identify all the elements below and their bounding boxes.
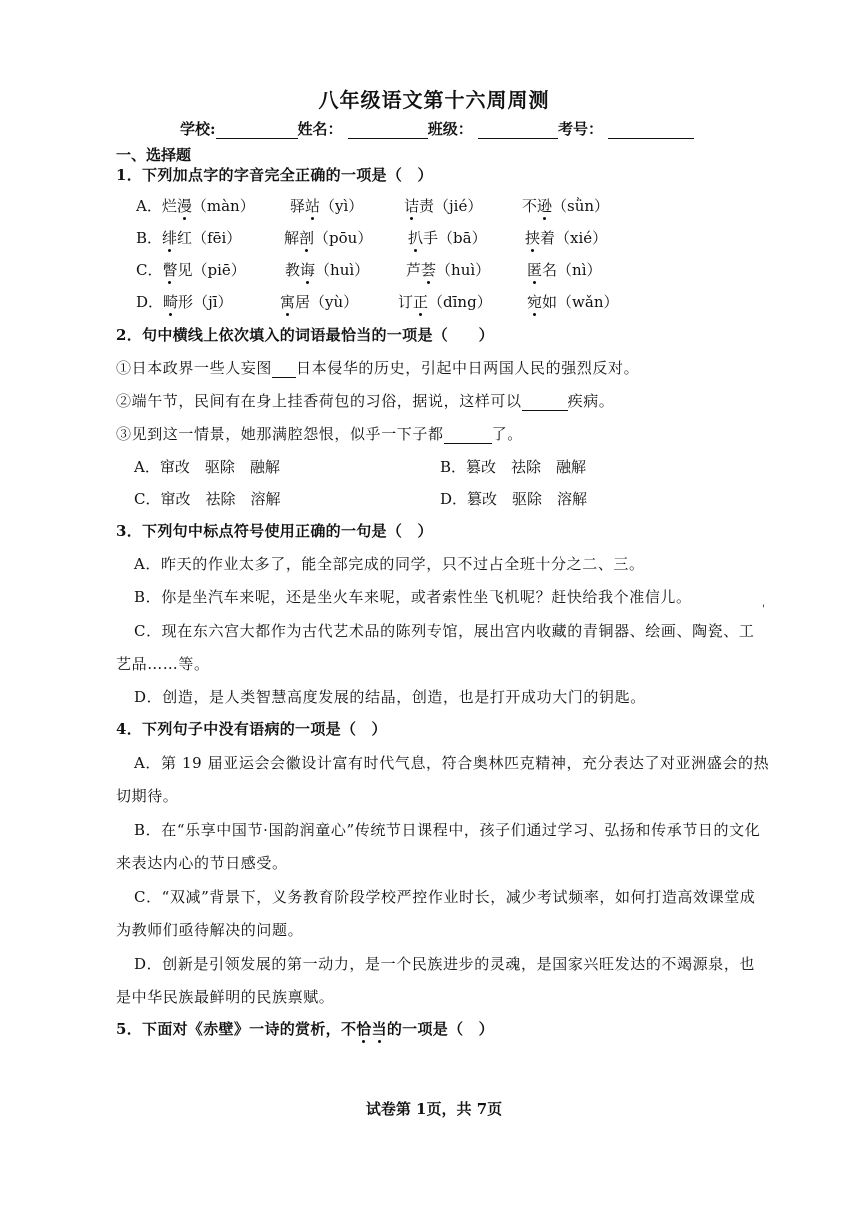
char: 居 — [295, 293, 311, 311]
pinyin: （dīng） — [428, 293, 492, 311]
option-letter: D． — [136, 293, 164, 311]
q4-option-d-line1: D．创新是引领发展的第一动力，是一个民族进步的灵魂，是国家兴旺发达的不竭源泉，也 — [134, 955, 756, 973]
dotted-char: 恰 — [356, 1020, 372, 1038]
q3-option-a: A．昨天的作业太多了，能全部完成的同学，只不过占全班十分之二、三。 — [134, 555, 645, 573]
dotted-char: 正 — [413, 293, 429, 311]
char: 解 — [284, 229, 300, 247]
q4-option-c-line2: 为教师们亟待解决的问题。 — [116, 921, 304, 939]
student-info-line — [180, 118, 694, 139]
q1-c-word4 — [527, 259, 602, 280]
text: 了。 — [491, 425, 523, 443]
q4-option-a-line2: 切期待。 — [116, 787, 179, 805]
pinyin: （màn） — [191, 197, 255, 215]
option-letter: A． — [136, 197, 162, 215]
q2-option-d: D．篡改 驱除 溶解 — [440, 490, 588, 508]
pinyin: （yì） — [320, 197, 364, 215]
q2-sentence-1 — [116, 357, 639, 378]
char: 形 — [178, 293, 194, 311]
number-label: 考号： — [558, 120, 604, 138]
school-blank — [216, 124, 298, 139]
char: 红 — [177, 229, 193, 247]
q1-d-word4 — [527, 291, 618, 312]
q1-option-d — [136, 291, 233, 312]
question-1-stem: 1．下列加点字的字音完全正确的一项是（ ） — [116, 166, 433, 184]
pinyin: （pōu） — [314, 229, 373, 247]
text: 日本侵华的历史，引起中日两国人民的强烈反对。 — [296, 359, 640, 377]
dotted-char: 荟 — [421, 261, 437, 279]
text: ①日本政界一些人妄图 — [116, 359, 273, 377]
text: 的一项是（ ） — [386, 1020, 494, 1038]
dotted-char: 逊 — [537, 197, 553, 215]
q1-a-word4 — [522, 195, 609, 216]
q2-sentence-2 — [116, 390, 614, 411]
dotted-char: 畸 — [163, 293, 179, 311]
q3-option-b: B．你是坐汽车来呢，还是坐火车来呢，或者索性坐飞机呢？赶快给我个准信儿。 — [134, 588, 692, 606]
char: 芦 — [406, 261, 422, 279]
pinyin: （jié） — [434, 197, 483, 215]
pinyin: （xié） — [555, 229, 608, 247]
dotted-char: 瞥 — [162, 261, 178, 279]
page-title: 八年级语文第十六周周测 — [318, 88, 550, 112]
q3-option-c-line2: 艺品……等。 — [116, 655, 210, 673]
name-blank — [348, 124, 428, 139]
q1-option-b — [136, 227, 241, 248]
char: 教 — [285, 261, 301, 279]
char: 责 — [419, 197, 435, 215]
pinyin: （bā） — [438, 229, 487, 247]
dotted-char: 绯 — [162, 229, 178, 247]
char: 名 — [542, 261, 558, 279]
pinyin: （fēi） — [192, 229, 242, 247]
char: 烂 — [161, 197, 177, 215]
name-label: 姓名： — [297, 120, 343, 138]
char: 驿 — [290, 197, 306, 215]
question-2-stem: 2．句中横线上依次填入的词语最恰当的一项是（ ） — [116, 326, 494, 344]
q1-d-word2 — [280, 291, 358, 312]
q1-a-word2 — [290, 195, 363, 216]
school-label: 学校: — [180, 120, 216, 138]
class-blank — [478, 124, 558, 139]
dotted-char: 匿 — [527, 261, 543, 279]
q3-option-c-line1: C．现在东六宫大都作为古代艺术品的陈列专馆，展出宫内收藏的青铜器、绘画、陶瓷、工 — [134, 622, 755, 640]
q4-option-b-line1: B．在“乐享中国节·国韵润童心”传统节日课程中，孩子们通过学习、弘扬和传承节日的文化 — [134, 821, 761, 839]
q1-b-word4 — [525, 227, 607, 248]
dotted-char: 宛 — [527, 293, 543, 311]
fill-blank — [444, 429, 492, 444]
option-letter: B． — [136, 229, 163, 247]
char: 订 — [398, 293, 414, 311]
q1-b-word2 — [284, 227, 372, 248]
q2-option-a: A．窜改 驱除 融解 — [134, 458, 280, 476]
char: 着 — [540, 229, 556, 247]
char: 手 — [423, 229, 439, 247]
pinyin: （huì） — [436, 261, 491, 279]
q1-a-word3 — [404, 195, 482, 216]
q4-option-a-line1: A．第 19 届亚运会会徽设计富有时代气息，符合奥林匹克精神，充分表达了对亚洲盛会的热 — [134, 754, 770, 772]
q2-sentence-3 — [116, 423, 523, 444]
pinyin: （jī） — [193, 293, 233, 311]
q1-d-word3 — [398, 291, 492, 312]
text: ②端午节，民间有在身上挂香荷包的习俗，据说，这样可以 — [116, 392, 522, 410]
dotted-char: 诲 — [300, 261, 316, 279]
q1-c-word3 — [406, 259, 490, 280]
q4-option-b-line2: 来表达内心的节日感受。 — [116, 854, 288, 872]
section-heading: 一、选择题 — [116, 146, 192, 164]
option-letter: C． — [136, 261, 163, 279]
q4-option-d-line2: 是中华民族最鲜明的民族禀赋。 — [116, 988, 335, 1006]
dotted-char: 寓 — [280, 293, 296, 311]
fill-blank — [272, 363, 296, 378]
pinyin: （sǜn） — [552, 197, 610, 215]
dotted-char: 扒 — [408, 229, 424, 247]
pinyin: （wǎn） — [557, 293, 619, 311]
pinyin: （huì） — [315, 261, 370, 279]
page-footer: 试卷第 1页，共 7页 — [365, 1100, 503, 1118]
q1-b-word3 — [408, 227, 487, 248]
char: 不 — [522, 197, 538, 215]
pinyin: （piē） — [192, 261, 246, 279]
q2-option-b: B．篡改 祛除 融解 — [440, 458, 587, 476]
q1-c-word2 — [285, 259, 369, 280]
q3-option-d: D．创造，是人类智慧高度发展的结晶，创造，也是打开成功大门的钥匙。 — [134, 688, 646, 706]
dotted-char: 诘 — [404, 197, 420, 215]
dotted-char: 挟 — [525, 229, 541, 247]
text: 疾病。 — [567, 392, 615, 410]
dotted-char: 站 — [305, 197, 321, 215]
pinyin: （yù） — [310, 293, 359, 311]
text: 5．下面对《赤壁》一诗的赏析，不 — [116, 1020, 357, 1038]
dotted-char: 漫 — [176, 197, 192, 215]
text: ③见到这一情景，她那满腔怨恨，似乎一下子都 — [116, 425, 444, 443]
number-blank — [608, 124, 694, 139]
fill-blank — [522, 396, 568, 411]
q2-option-c: C．窜改 祛除 溶解 — [134, 490, 281, 508]
char: 见 — [177, 261, 193, 279]
stray-mark: ' — [762, 604, 765, 615]
question-5-stem — [116, 1018, 494, 1039]
q4-option-c-line1: C．“双减”背景下，义务教育阶段学校严控作业时长，减少考试频率，如何打造高效课堂成 — [134, 888, 756, 906]
q1-option-c — [136, 259, 246, 280]
dotted-char: 当 — [371, 1020, 387, 1038]
question-4-stem: 4．下列句子中没有语病的一项是（ ） — [116, 720, 387, 738]
pinyin: （nì） — [557, 261, 602, 279]
char: 如 — [542, 293, 558, 311]
class-label: 班级： — [427, 120, 473, 138]
question-3-stem: 3．下列句中标点符号使用正确的一句是（ ） — [116, 522, 433, 540]
dotted-char: 剖 — [299, 229, 315, 247]
q1-option-a — [136, 195, 255, 216]
